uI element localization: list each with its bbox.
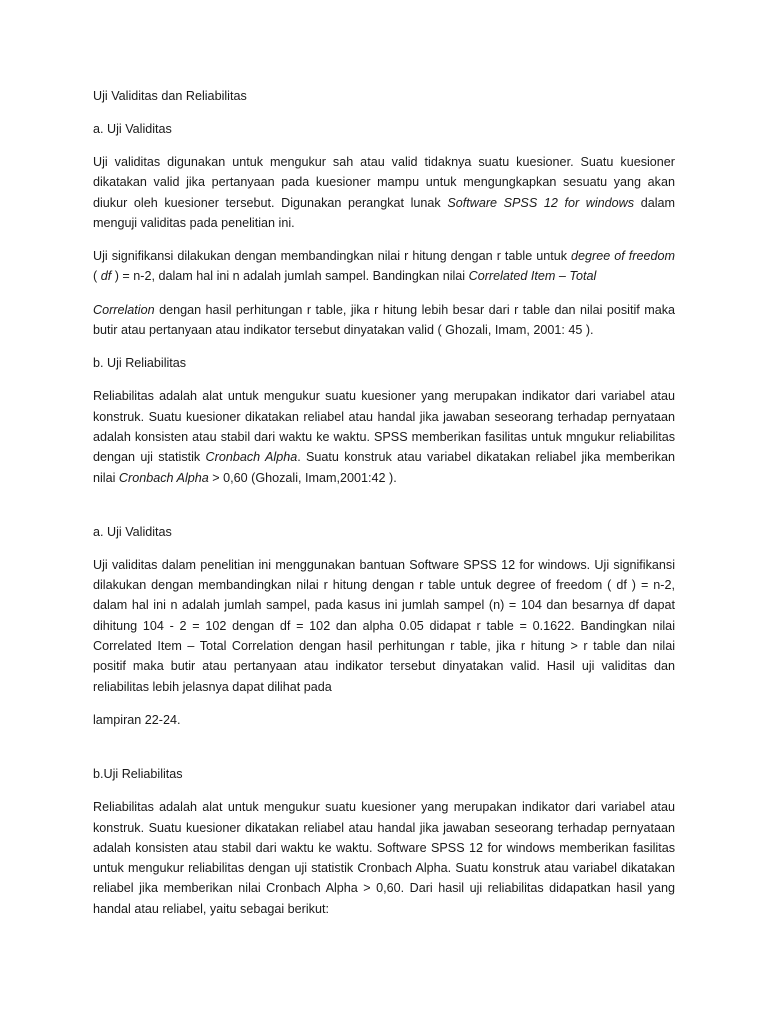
text-run: dalam menguji validitas pada penelitian ini.: [93, 195, 675, 230]
text-run: Reliabilitas adalah alat untuk mengukur suatu kuesioner yang merupakan indikator dari variabel atau konstruk. Suatu kuesioner dikatakan reliabel atau handal jika jawaban seseorang terhadap pernyataan adalah konsisten atau stabil dari waktu ke waktu. SPSS memberikan fasilitas untuk mngukur reliabilitas dengan uji statistik: [93, 389, 675, 465]
paragraph-lampiran: lampiran 22-24.: [93, 712, 181, 727]
document-title: Uji Validitas dan Reliabilitas: [93, 89, 247, 103]
text-run: Uji validitas digunakan untuk mengukur sah atau valid tidaknya suatu kuesioner. Suatu kuesioner dikatakan valid jika pertanyaan pada kuesioner mampu untuk mengungkapkan sesuatu yang akan diukur oleh kuesioner tersebut. Digunakan perangkat lunak: [93, 155, 675, 210]
text-run: . Suatu konstruk atau variabel dikatakan reliabel jika memberikan nilai: [93, 450, 676, 485]
italic-run: Cronbach Alpha: [205, 450, 298, 465]
heading-uji-validitas-2: a. Uji Validitas: [93, 524, 172, 539]
heading-uji-reliabilitas-2: b.Uji Reliabilitas: [93, 767, 183, 782]
paragraph-reliabilitas-hasil: Reliabilitas adalah alat untuk mengukur suatu kuesioner yang merupakan indikator dari variabel atau konstruk. Suatu kuesioner dikatakan reliabel atau handal jika jawaban seseorang terhadap pernyataan adalah konsisten atau stabil dari waktu ke waktu. Software SPSS 12 for windows memberikan fasilitas untuk mengukur reliabilitas dengan uji statistik Cronbach Alpha. Suatu konstruk atau variabel dikatakan reliabel jika memberikan nilai Cronbach Alpha > 0,60. Dari hasil uji reliabilitas didapatkan hasil yang handal atau reliabel, yaitu sebagai berikut:: [93, 800, 675, 916]
paragraph-reliabilitas-intro: [93, 386, 675, 487]
text-run: ) = n-2, dalam hal ini n adalah jumlah sampel. Bandingkan nilai: [111, 269, 469, 284]
italic-run: degree of freedom: [571, 249, 675, 264]
italic-run: Software SPSS 12 for windows: [447, 195, 635, 210]
italic-run: Correlated Item – Total: [468, 269, 597, 284]
paragraph-correlation: [93, 300, 675, 341]
text-run: Uji signifikansi dilakukan dengan membandingkan nilai r hitung dengan r table untuk: [93, 249, 572, 264]
paragraph-validitas-hasil: Uji validitas dalam penelitian ini menggunakan bantuan Software SPSS 12 for windows. Uji signifikansi dilakukan dengan membandingkan nilai r hitung dengan r table untuk degree of freedom ( df ) = n-2, dalam hal ini n adalah jumlah sampel, pada kasus ini jumlah sampel (n) = 104 dan besarnya df dapat dihitung 104 - 2 = 102 dengan df = 102 dan alpha 0.05 didapat r table = 0.1622. Bandingkan nilai Correlated Item – Total Correlation dengan hasil perhitungan r table, jika r hitung > r table dan nilai positif maka butir atau pertanyaan atau indikator tersebut dinyatakan valid. Hasil uji validitas dan reliabilitas lebih jelasnya dapat dilihat pada: [93, 557, 675, 694]
text-run: > 0,60 (Ghozali, Imam,2001:42 ).: [208, 470, 397, 485]
heading-uji-validitas: a. Uji Validitas: [93, 122, 172, 136]
heading-uji-reliabilitas: b. Uji Reliabilitas: [93, 356, 187, 371]
paragraph-signifikansi: [93, 246, 675, 287]
italic-run: df: [100, 269, 112, 284]
italic-run: Cronbach Alpha: [118, 470, 209, 485]
text-run: (: [93, 269, 101, 284]
text-run: dengan hasil perhitungan r table, jika r hitung lebih besar dari r table dan nilai positif maka butir atau pertanyaan atau indikator tersebut dinyatakan valid ( Ghozali, Imam, 2001: 45 ).: [93, 302, 675, 338]
paragraph-validitas-intro: [93, 152, 675, 233]
italic-run: Correlation: [93, 302, 155, 317]
